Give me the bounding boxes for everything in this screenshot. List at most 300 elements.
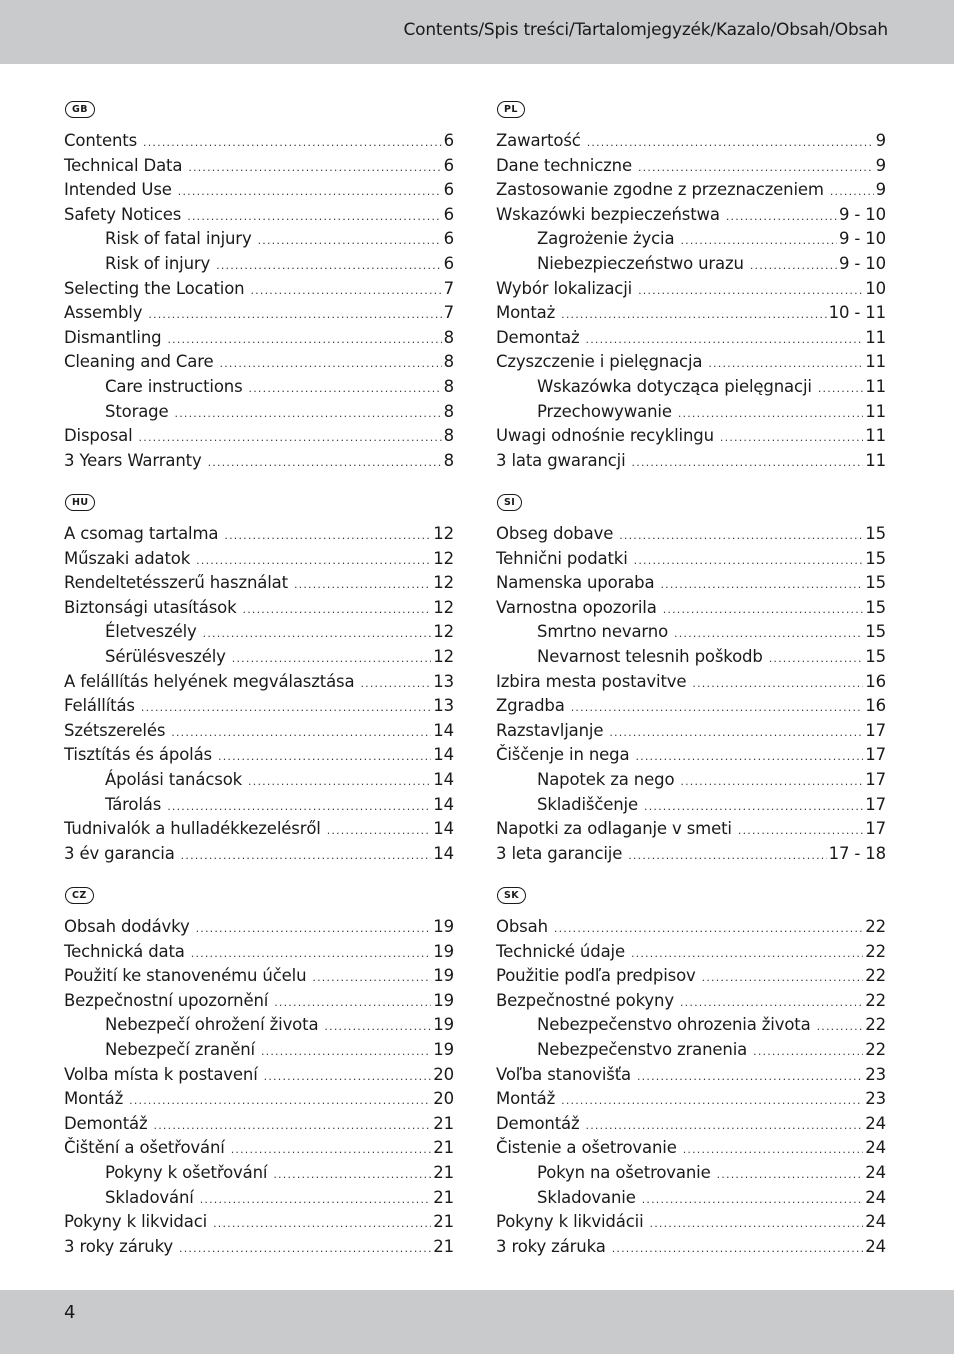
dot-leader — [726, 205, 837, 230]
toc-subentry[interactable] — [496, 1013, 886, 1038]
entry-title: Zgradba — [496, 696, 565, 716]
entry-title: 3 év garancia — [64, 843, 175, 863]
entry-title: Zagrożenie życia — [537, 229, 675, 249]
toc-subentry[interactable] — [64, 375, 454, 400]
entry-title: Nebezpečenstvo zranenia — [537, 1039, 748, 1059]
entry-page: 15 — [865, 548, 886, 568]
toc-entry[interactable] — [496, 842, 886, 867]
toc-entry[interactable] — [496, 178, 886, 203]
dot-leader — [609, 721, 863, 746]
toc-entry[interactable] — [64, 277, 454, 302]
toc-entry[interactable] — [64, 989, 454, 1014]
language-badge-pl: PL — [497, 101, 525, 118]
entry-page: 21 — [433, 1212, 454, 1232]
toc-list-pl — [496, 129, 886, 473]
entry-page: 9 — [875, 131, 886, 150]
toc-entry[interactable] — [496, 1136, 886, 1161]
entry-title: Care instructions — [105, 376, 243, 396]
entry-page: 19 — [433, 1015, 454, 1035]
entry-title: Wskazówki bezpieczeństwa — [496, 204, 720, 224]
entry-title: Čiščenje in nega — [496, 745, 630, 765]
toc-entry[interactable] — [496, 915, 886, 940]
toc-entry[interactable] — [496, 1063, 886, 1088]
dot-leader — [167, 328, 441, 353]
entry-page: 19 — [433, 990, 454, 1010]
toc-entry[interactable] — [64, 129, 454, 154]
entry-title: Demontaż — [496, 327, 580, 347]
entry-page: 12 — [433, 573, 454, 593]
dot-leader — [264, 1065, 432, 1090]
toc-entry[interactable] — [496, 1235, 886, 1260]
toc-entry[interactable] — [64, 326, 454, 351]
dot-leader — [663, 598, 864, 623]
toc-entry[interactable] — [496, 817, 886, 842]
entry-page: 9 — [875, 155, 886, 175]
toc-subentry[interactable] — [64, 227, 454, 252]
entry-title: Bezpečnostní upozornění — [64, 990, 269, 1010]
entry-title: Niebezpieczeństwo urazu — [537, 253, 744, 273]
toc-section-cz — [64, 883, 454, 1259]
dot-leader — [167, 795, 431, 820]
toc-subentry[interactable] — [64, 793, 454, 818]
entry-page: 24 — [865, 1236, 886, 1256]
entry-title: Použitie podľa predpisov — [496, 966, 696, 986]
toc-subentry[interactable] — [496, 620, 886, 645]
dot-leader — [181, 844, 432, 869]
toc-subentry[interactable] — [496, 227, 886, 252]
toc-entry[interactable] — [496, 743, 886, 768]
toc-entry[interactable] — [64, 817, 454, 842]
entry-page: 21 — [433, 1113, 454, 1133]
toc-entry[interactable] — [496, 350, 886, 375]
dot-leader — [200, 1188, 432, 1213]
entry-page: 14 — [433, 843, 454, 863]
toc-subentry[interactable] — [496, 400, 886, 425]
toc-entry[interactable] — [64, 301, 454, 326]
toc-entry[interactable] — [496, 694, 886, 719]
dot-leader — [612, 1237, 864, 1262]
entry-title: Montáž — [64, 1089, 124, 1109]
dot-leader — [187, 205, 441, 230]
toc-subentry[interactable] — [496, 1038, 886, 1063]
toc-entry[interactable] — [64, 964, 454, 989]
toc-entry[interactable] — [64, 694, 454, 719]
toc-entry[interactable] — [496, 449, 886, 474]
toc-entry[interactable] — [64, 547, 454, 572]
toc-subentry[interactable] — [496, 768, 886, 793]
entry-page: 21 — [433, 1236, 454, 1256]
entry-title: 3 lata gwarancji — [496, 450, 626, 470]
dot-leader — [218, 745, 431, 770]
entry-title: Pokyn na ošetrovanie — [537, 1162, 711, 1182]
entry-title: Tehnični podatki — [496, 548, 628, 568]
toc-entry[interactable] — [496, 301, 886, 326]
entry-page: 12 — [433, 646, 454, 666]
dot-leader — [179, 1237, 431, 1262]
dot-leader — [554, 917, 863, 942]
toc-entry[interactable] — [64, 203, 454, 228]
toc-entry[interactable] — [64, 154, 454, 179]
entry-page: 23 — [865, 1089, 886, 1109]
toc-entry[interactable] — [64, 1210, 454, 1235]
entry-page: 14 — [433, 819, 454, 839]
toc-section-si — [496, 490, 886, 866]
toc-entry[interactable] — [496, 964, 886, 989]
dot-leader — [312, 966, 431, 991]
toc-entry[interactable] — [496, 670, 886, 695]
toc-list-si — [496, 522, 886, 866]
toc-list-hu — [64, 522, 454, 866]
entry-page: 7 — [443, 303, 454, 323]
toc-entry[interactable] — [496, 940, 886, 965]
toc-entry[interactable] — [64, 1087, 454, 1112]
toc-subentry[interactable] — [64, 620, 454, 645]
entry-page: 17 — [865, 720, 886, 740]
header-band — [0, 0, 954, 64]
dot-leader — [638, 156, 874, 181]
dot-leader — [738, 819, 863, 844]
entry-title: Napotki za odlaganje v smeti — [496, 819, 732, 839]
toc-entry[interactable] — [64, 350, 454, 375]
toc-entry[interactable] — [64, 940, 454, 965]
language-badge-cz: CZ — [65, 887, 94, 904]
dot-leader — [561, 1089, 863, 1114]
entry-title: Voľba stanovišťa — [496, 1064, 631, 1084]
entry-title: Pokyny k likvidaci — [64, 1212, 208, 1232]
entry-title: Napotek za nego — [537, 769, 675, 789]
entry-page: 11 — [865, 426, 886, 446]
dot-leader — [178, 180, 442, 205]
toc-entry[interactable] — [496, 326, 886, 351]
entry-page: 9 - 10 — [838, 204, 886, 224]
dot-leader — [678, 402, 863, 427]
entry-title: Disposal — [64, 426, 133, 446]
toc-entry[interactable] — [64, 670, 454, 695]
toc-entry[interactable] — [64, 522, 454, 547]
dot-leader — [631, 942, 863, 967]
entry-page: 16 — [865, 696, 886, 716]
entry-title: Przechowywanie — [537, 401, 672, 421]
toc-entry[interactable] — [64, 915, 454, 940]
entry-title: Montáž — [496, 1089, 556, 1109]
entry-page: 22 — [865, 1015, 886, 1035]
entry-title: Assembly — [64, 303, 143, 323]
entry-title: Pokyny k ošetřování — [105, 1162, 268, 1182]
entry-title: Volba místa k postavení — [64, 1064, 258, 1084]
language-badge-hu: HU — [65, 494, 95, 511]
toc-entry[interactable] — [64, 1063, 454, 1088]
dot-leader — [586, 328, 864, 353]
toc-entry[interactable] — [64, 1112, 454, 1137]
toc-entry[interactable] — [496, 154, 886, 179]
entry-title: Szétszerelés — [64, 720, 166, 740]
dot-leader — [717, 1163, 864, 1188]
entry-page: 8 — [443, 450, 454, 470]
toc-entry[interactable] — [496, 203, 886, 228]
entry-page: 11 — [865, 352, 886, 372]
dot-leader — [232, 647, 432, 672]
entry-title: A csomag tartalma — [64, 524, 219, 543]
toc-subentry[interactable] — [496, 793, 886, 818]
toc-entry[interactable] — [64, 719, 454, 744]
entry-page: 15 — [865, 646, 886, 666]
toc-entry[interactable] — [496, 719, 886, 744]
dot-leader — [650, 1212, 864, 1237]
entry-title: Nebezpečí ohrožení života — [105, 1015, 319, 1035]
entry-title: Demontáž — [64, 1113, 148, 1133]
toc-entry[interactable] — [64, 178, 454, 203]
entry-title: Izbira mesta postavitve — [496, 671, 687, 691]
dot-leader — [586, 1114, 864, 1139]
entry-page: 20 — [433, 1064, 454, 1084]
toc-entry[interactable] — [496, 522, 886, 547]
entry-title: Tudnivalók a hulladékkezelésről — [64, 819, 321, 839]
entry-page: 6 — [443, 229, 454, 249]
toc-list-sk — [496, 915, 886, 1259]
entry-page: 13 — [433, 696, 454, 716]
toc-subentry[interactable] — [64, 1161, 454, 1186]
entry-page: 11 — [865, 327, 886, 347]
entry-title: Wybór lokalizacji — [496, 278, 633, 298]
dot-leader — [692, 672, 863, 697]
dot-leader — [191, 942, 432, 967]
entry-page: 16 — [865, 671, 886, 691]
entry-title: Skladování — [105, 1187, 194, 1207]
entry-title: Dane techniczne — [496, 155, 632, 175]
entry-page: 22 — [865, 1039, 886, 1059]
entry-title: Skladiščenje — [537, 794, 638, 814]
entry-title: Safety Notices — [64, 204, 182, 224]
toc-subentry[interactable] — [64, 400, 454, 425]
dot-leader — [196, 549, 431, 574]
toc-entry[interactable] — [64, 842, 454, 867]
entry-page: 22 — [865, 917, 886, 936]
toc-section-gb — [64, 97, 454, 473]
toc-subentry[interactable] — [496, 1186, 886, 1211]
dot-leader — [720, 426, 863, 451]
toc-entry[interactable] — [496, 1210, 886, 1235]
dot-leader — [683, 1138, 864, 1163]
entry-page: 22 — [865, 941, 886, 961]
entry-title: Életveszély — [105, 622, 197, 642]
dot-leader — [261, 1040, 431, 1065]
dot-leader — [634, 549, 864, 574]
entry-page: 8 — [443, 352, 454, 372]
dot-leader — [273, 1163, 431, 1188]
dot-leader — [753, 1040, 863, 1065]
dot-leader — [561, 303, 826, 328]
entry-page: 8 — [443, 376, 454, 396]
entry-title: Selecting the Location — [64, 278, 245, 298]
entry-page: 6 — [443, 204, 454, 224]
entry-title: Czyszczenie i pielęgnacja — [496, 352, 703, 372]
entry-page: 23 — [865, 1064, 886, 1084]
toc-entry[interactable] — [496, 596, 886, 621]
toc-entry[interactable] — [496, 989, 886, 1014]
entry-title: Použití ke stanovenému účelu — [64, 966, 307, 986]
language-badge-gb: GB — [65, 101, 95, 118]
entry-page: 15 — [865, 573, 886, 593]
toc-subentry[interactable] — [64, 1038, 454, 1063]
dot-leader — [360, 672, 431, 697]
entry-page: 8 — [443, 327, 454, 347]
entry-page: 6 — [443, 131, 454, 150]
toc-list-gb — [64, 129, 454, 473]
entry-title: Čištění a ošetřování — [64, 1138, 225, 1158]
entry-title: Nebezpečí zranění — [105, 1039, 255, 1059]
entry-page: 24 — [865, 1138, 886, 1158]
dot-leader — [702, 966, 864, 991]
toc-entry[interactable] — [64, 424, 454, 449]
entry-page: 17 - 18 — [828, 843, 886, 863]
entry-page: 12 — [433, 622, 454, 642]
toc-subentry[interactable] — [64, 1013, 454, 1038]
entry-title: Obseg dobave — [496, 524, 614, 543]
entry-title: 3 leta garancije — [496, 843, 623, 863]
entry-title: Nevarnost telesnih poškodb — [537, 646, 763, 666]
entry-page: 21 — [433, 1187, 454, 1207]
dot-leader — [680, 229, 837, 254]
dot-leader — [769, 647, 864, 672]
toc-entry[interactable] — [496, 129, 886, 154]
entry-page: 14 — [433, 745, 454, 765]
dot-leader — [188, 156, 441, 181]
dot-leader — [660, 573, 863, 598]
entry-title: Obsah dodávky — [64, 917, 190, 936]
entry-title: Nebezpečenstvo ohrozenia života — [537, 1015, 811, 1035]
dot-leader — [674, 622, 863, 647]
entry-page: 17 — [865, 819, 886, 839]
page-number: 4 — [64, 1302, 76, 1323]
toc-section-pl — [496, 97, 886, 473]
entry-page: 21 — [433, 1162, 454, 1182]
entry-title: Felállítás — [64, 696, 135, 716]
entry-title: Obsah — [496, 917, 548, 936]
entry-page: 24 — [865, 1162, 886, 1182]
toc-entry[interactable] — [496, 277, 886, 302]
entry-page: 22 — [865, 990, 886, 1010]
entry-title: Risk of fatal injury — [105, 229, 252, 249]
entry-title: Varnostna opozorila — [496, 597, 657, 617]
entry-page: 17 — [865, 745, 886, 765]
toc-subentry[interactable] — [64, 645, 454, 670]
entry-page: 19 — [433, 1039, 454, 1059]
toc-entry[interactable] — [496, 1112, 886, 1137]
entry-title: Risk of injury — [105, 253, 211, 273]
dot-leader — [220, 352, 442, 377]
entry-title: Műszaki adatok — [64, 548, 191, 568]
entry-title: Dismantling — [64, 327, 162, 347]
entry-page: 6 — [443, 180, 454, 200]
entry-title: Razstavljanje — [496, 720, 604, 740]
entry-title: Zawartość — [496, 131, 581, 150]
toc-subentry[interactable] — [496, 252, 886, 277]
toc-entry[interactable] — [64, 743, 454, 768]
toc-subentry[interactable] — [496, 645, 886, 670]
entry-page: 24 — [865, 1187, 886, 1207]
toc-entry[interactable] — [64, 596, 454, 621]
entry-title: Tisztítás és ápolás — [64, 745, 213, 765]
toc-subentry[interactable] — [496, 1161, 886, 1186]
entry-page: 14 — [433, 769, 454, 789]
toc-subentry[interactable] — [64, 1186, 454, 1211]
dot-leader — [143, 131, 442, 156]
entry-page: 14 — [433, 720, 454, 740]
entry-page: 6 — [443, 155, 454, 175]
toc-entry[interactable] — [64, 449, 454, 474]
dot-leader — [637, 1065, 863, 1090]
toc-entry[interactable] — [64, 571, 454, 596]
dot-leader — [628, 844, 826, 869]
entry-title: 3 Years Warranty — [64, 450, 202, 470]
toc-entry[interactable] — [496, 547, 886, 572]
dot-leader — [750, 254, 837, 279]
dot-leader — [635, 745, 863, 770]
entry-page: 15 — [865, 597, 886, 617]
toc-subentry[interactable] — [496, 375, 886, 400]
language-badge-sk: SK — [497, 887, 526, 904]
entry-title: A felállítás helyének megválasztása — [64, 671, 355, 691]
toc-list-cz — [64, 915, 454, 1259]
toc-section-sk — [496, 883, 886, 1259]
entry-page: 15 — [865, 524, 886, 543]
entry-title: Technical Data — [64, 155, 183, 175]
dot-leader — [571, 696, 864, 721]
entry-title: Sérülésveszély — [105, 646, 226, 666]
dot-leader — [830, 180, 874, 205]
toc-entry[interactable] — [496, 571, 886, 596]
toc-entry[interactable] — [64, 1136, 454, 1161]
dot-leader — [274, 991, 431, 1016]
entry-page: 24 — [865, 1212, 886, 1232]
entry-page: 12 — [433, 597, 454, 617]
entry-title: Tárolás — [105, 794, 162, 814]
entry-title: Contents — [64, 131, 138, 150]
dot-leader — [224, 524, 431, 549]
entry-page: 11 — [865, 376, 886, 396]
toc-entry[interactable] — [496, 424, 886, 449]
entry-page: 19 — [433, 917, 454, 936]
entry-page: 15 — [865, 622, 886, 642]
entry-title: Montaż — [496, 303, 556, 323]
toc-section-hu — [64, 490, 454, 866]
entry-page: 11 — [865, 401, 886, 421]
dot-leader — [249, 377, 442, 402]
entry-title: Biztonsági utasítások — [64, 597, 237, 617]
footer-band — [0, 1290, 954, 1354]
entry-page: 13 — [433, 671, 454, 691]
entry-page: 20 — [433, 1089, 454, 1109]
dot-leader — [642, 1188, 864, 1213]
toc-subentry[interactable] — [64, 768, 454, 793]
toc-subentry[interactable] — [64, 252, 454, 277]
dot-leader — [680, 770, 863, 795]
toc-entry[interactable] — [64, 1235, 454, 1260]
entry-title: Demontáž — [496, 1113, 580, 1133]
dot-leader — [817, 1015, 864, 1040]
entry-title: 3 roky záruka — [496, 1236, 606, 1256]
dot-leader — [175, 402, 442, 427]
entry-page: 9 - 10 — [838, 253, 886, 273]
entry-title: Wskazówka dotycząca pielęgnacji — [537, 376, 812, 396]
entry-page: 8 — [443, 426, 454, 446]
entry-page: 9 - 10 — [838, 229, 886, 249]
dot-leader — [231, 1138, 432, 1163]
toc-entry[interactable] — [496, 1087, 886, 1112]
dot-leader — [587, 131, 874, 156]
entry-page: 10 - 11 — [828, 303, 886, 323]
entry-title: Technické údaje — [496, 941, 625, 961]
